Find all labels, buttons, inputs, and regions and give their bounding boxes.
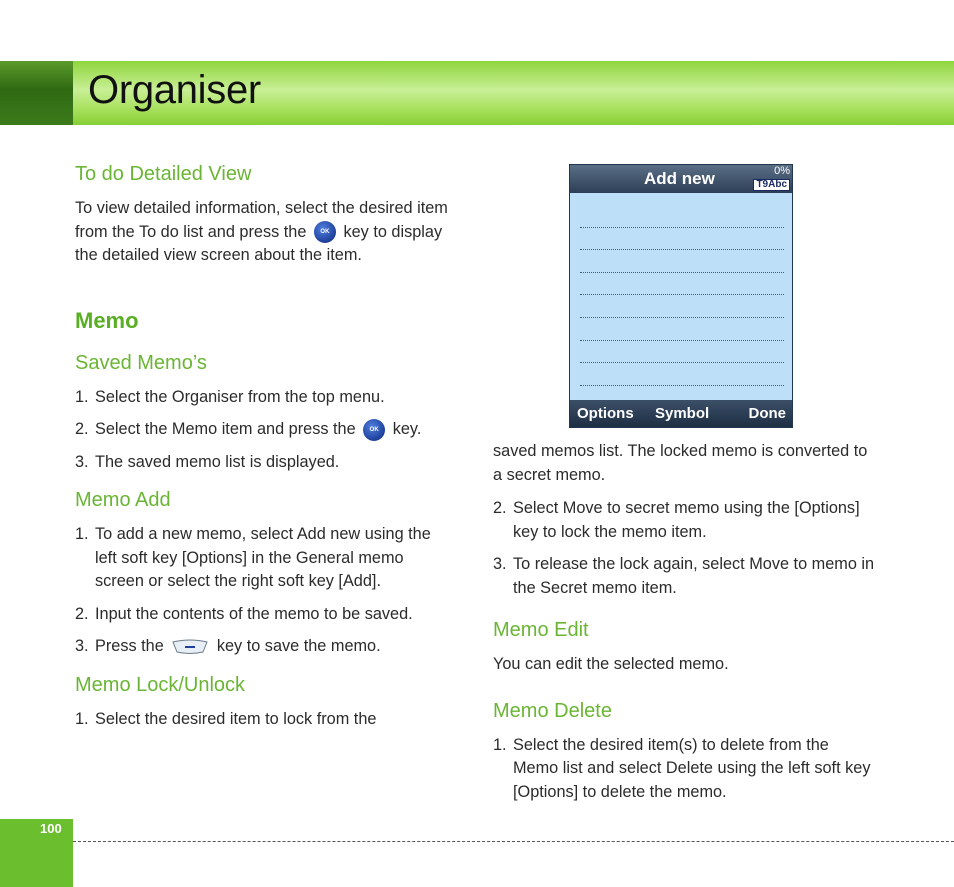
todo-text-after: key to display the detailed view screen about the item. bbox=[75, 222, 443, 264]
step-text-after: key to save the memo. bbox=[216, 637, 381, 655]
step-number: 3. bbox=[75, 452, 89, 471]
phone-title: Add new bbox=[644, 169, 715, 188]
step-number: 3. bbox=[493, 555, 507, 573]
saved-memo-steps bbox=[75, 386, 450, 475]
step-number: 2. bbox=[493, 499, 507, 517]
step-number: 3. bbox=[75, 637, 89, 655]
page-number: 100 bbox=[40, 821, 62, 836]
step-text: Select Move to secret memo using the [Options] key to lock the memo item. bbox=[513, 499, 860, 541]
step-text bbox=[95, 418, 421, 442]
step-text: To add a new memo, select Add new using the left soft key [Options] in the General memo screen or select the right soft key [Add]. bbox=[95, 525, 431, 590]
text-line bbox=[580, 205, 784, 228]
list-item bbox=[75, 708, 450, 732]
memo-edit-text: You can edit the selected memo. bbox=[493, 655, 729, 673]
list-item bbox=[75, 451, 450, 475]
memo-lock-heading: Memo Lock/Unlock bbox=[75, 673, 246, 696]
memo-delete-heading: Memo Delete bbox=[493, 699, 612, 722]
text-line bbox=[580, 228, 784, 251]
step-number: 2. bbox=[75, 604, 89, 623]
memo-lock-steps-continued bbox=[493, 497, 878, 600]
todo-paragraph bbox=[75, 197, 450, 268]
text-line bbox=[580, 295, 784, 318]
lock-continued-text: saved memos list. The locked memo is converted to a secret memo. bbox=[493, 442, 868, 484]
step-number: 1. bbox=[75, 387, 89, 406]
todo-heading: To do Detailed View bbox=[75, 163, 252, 185]
memo-add-steps bbox=[75, 523, 450, 659]
step-number: 1. bbox=[493, 735, 507, 754]
step-text-before: Select the Memo item and press the bbox=[95, 420, 356, 438]
text-line bbox=[580, 341, 784, 364]
page-title: Organiser bbox=[88, 68, 261, 112]
memo-edit-heading: Memo Edit bbox=[493, 619, 589, 641]
left-column bbox=[75, 160, 450, 741]
softkey-done: Done bbox=[748, 405, 786, 422]
memo-delete-steps bbox=[493, 734, 878, 805]
softkey-options: Options bbox=[577, 405, 634, 422]
input-mode-badge: T9Abc bbox=[753, 179, 790, 191]
text-line bbox=[580, 318, 784, 341]
memo-heading: Memo bbox=[75, 307, 139, 333]
list-item bbox=[75, 386, 450, 410]
step-text: Select the Organiser from the top menu. bbox=[95, 387, 385, 406]
phone-percent: 0% bbox=[774, 165, 790, 177]
softkey-symbol: Symbol bbox=[655, 405, 710, 422]
memo-add-heading: Memo Add bbox=[75, 489, 171, 511]
ok-key-icon: OK bbox=[363, 419, 385, 441]
saved-memo-heading: Saved Memo’s bbox=[75, 351, 207, 374]
memo-text-area bbox=[580, 205, 784, 386]
phone-screen bbox=[569, 164, 793, 428]
footer-divider bbox=[73, 841, 954, 842]
text-line bbox=[580, 250, 784, 273]
step-text: The saved memo list is displayed. bbox=[95, 452, 340, 471]
step-text: Select the desired item(s) to delete from the Memo list and select Delete using the left soft key [Options] to delete the memo. bbox=[513, 735, 871, 801]
step-text-before: Press the bbox=[95, 637, 164, 655]
todo-text-before: To view detailed information, select the desired item from the To do list and press the bbox=[75, 199, 448, 241]
list-item bbox=[75, 523, 450, 594]
list-item bbox=[493, 734, 878, 805]
step-number: 1. bbox=[75, 709, 89, 728]
memo-lock-steps bbox=[75, 708, 450, 732]
list-item bbox=[75, 603, 450, 627]
list-item bbox=[493, 553, 878, 600]
text-line bbox=[580, 363, 784, 386]
text-line bbox=[580, 273, 784, 296]
step-text: Select the desired item to lock from the bbox=[95, 709, 377, 728]
step-text: Input the contents of the memo to be saved. bbox=[95, 604, 413, 623]
list-item bbox=[493, 497, 878, 544]
footer-bar bbox=[0, 819, 73, 887]
phone-title-bar bbox=[570, 165, 792, 193]
step-text: To release the lock again, select Move to memo in the Secret memo item. bbox=[513, 555, 875, 597]
right-column bbox=[493, 440, 878, 814]
step-number: 2. bbox=[75, 420, 89, 438]
step-number: 1. bbox=[75, 525, 89, 543]
ok-key-icon: OK bbox=[314, 221, 336, 243]
list-item bbox=[75, 418, 450, 442]
soft-key-icon bbox=[171, 639, 209, 655]
header-band-dark bbox=[0, 61, 73, 125]
step-text-after: key. bbox=[392, 420, 422, 438]
step-text bbox=[95, 635, 381, 659]
list-item bbox=[75, 635, 450, 659]
phone-softkey-bar bbox=[570, 400, 792, 427]
